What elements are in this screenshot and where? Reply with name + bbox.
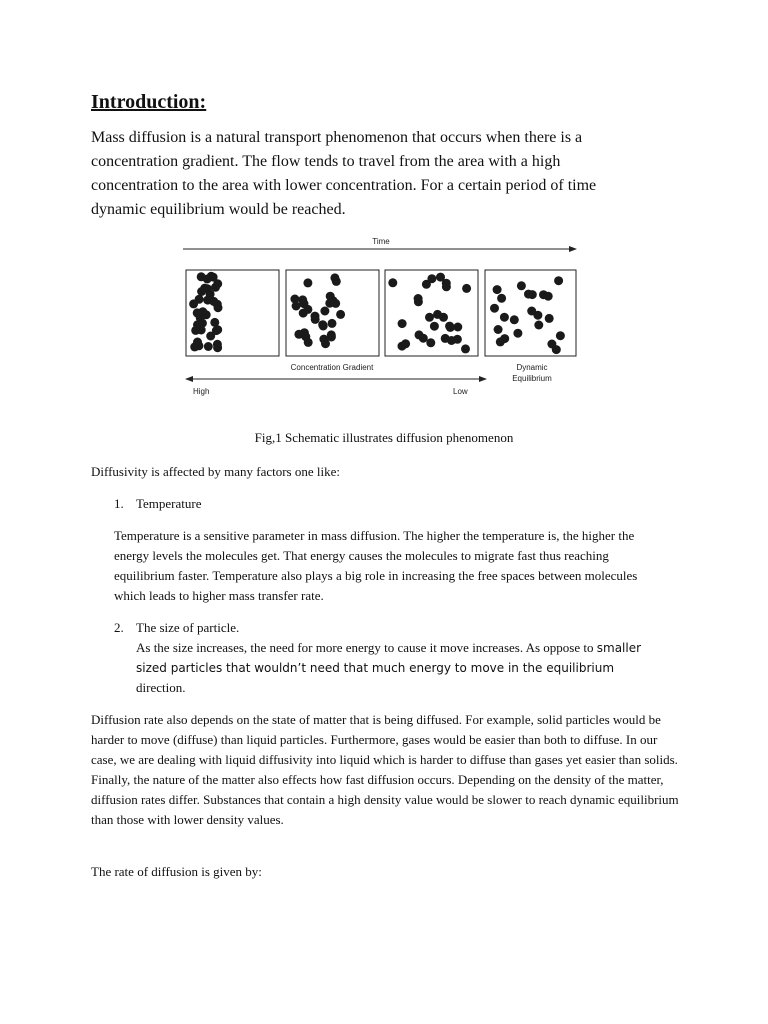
particle: [442, 282, 451, 291]
particle: [539, 290, 548, 299]
particle: [425, 313, 434, 322]
particle: [194, 341, 203, 350]
particle: [545, 314, 554, 323]
gradient-arrow-right-head: [479, 376, 487, 382]
low-label: Low: [453, 387, 468, 396]
particle: [496, 337, 505, 346]
particle: [497, 294, 506, 303]
particle: [203, 275, 212, 284]
particle: [517, 281, 526, 290]
equilibrium-label-line1: Dynamic: [516, 363, 548, 372]
particle-size-text-part2: smaller sized particles that wouldn’t need that much energy to move in the equilibrium: [136, 641, 642, 675]
particle: [299, 309, 308, 318]
particle: [446, 323, 455, 332]
temperature-description: Temperature is a sensitive parameter in mass diffusion. The higher the temperature is, the higher the energy levels the molecules get. That energy causes the molecules to migrate fast thus reaching equilibrium faster. Temperature also plays a big role in increasing the free spaces between molecules which leads to higher mass transfer rate.: [114, 528, 638, 603]
particle: [527, 307, 536, 316]
equilibrium-label-line2: Equilibrium: [512, 374, 552, 383]
particle: [427, 274, 436, 283]
list-item-number: 2.: [114, 620, 124, 635]
intro-paragraph: Mass diffusion is a natural transport phenomenon that occurs when there is a concentration gradient. The flow tends to travel from the area with a high concentration to the area with lower concentration. For a certain period of time dynamic equilibrium would be reached.: [91, 129, 597, 218]
particle: [294, 330, 303, 339]
list-item-number: 1.: [114, 496, 124, 511]
time-label: Time: [372, 237, 390, 246]
list-item-title: The size of particle.: [136, 620, 240, 635]
particle: [534, 321, 543, 330]
factors-intro: Diffusivity is affected by many factors one like:: [91, 464, 340, 479]
particle: [213, 343, 222, 352]
particle: [193, 308, 202, 317]
particle: [556, 331, 565, 340]
particle: [388, 278, 397, 287]
particle: [300, 299, 309, 308]
particle: [328, 319, 337, 328]
diffusion-schematic: [175, 228, 585, 400]
particle: [398, 319, 407, 328]
particle: [513, 329, 522, 338]
particle: [401, 339, 410, 348]
particle-size-text-part1: As the size increases, the need for more energy to cause it move increases. As oppose to: [136, 640, 597, 655]
particle: [493, 285, 502, 294]
time-arrow-head: [569, 246, 577, 252]
particle: [554, 276, 563, 285]
particle: [332, 277, 341, 286]
particle: [439, 313, 448, 322]
particle: [547, 340, 556, 349]
particle: [462, 284, 471, 293]
particle: [206, 332, 215, 341]
particle: [320, 307, 329, 316]
diffusion-figure: [175, 228, 585, 400]
particle: [189, 299, 198, 308]
state-of-matter-paragraph: Diffusion rate also depends on the state of matter that is being diffused. For example, solid particles would be harder to move (diffuse) than liquid particles. Furthermore, gases would be easier than both to diffuse. In our case, we are dealing with liquid diffusivity into liquid which is harder to diffuse than gases yet easier than solids. Finally, the nature of the matter also effects how fast diffusion occurs. Depending on the density of the matter, diffusion rates differ. Substances that contain a high density value would be slower to reach dynamic equilibrium than those with lower density values.: [91, 712, 679, 827]
particle-group: [189, 272, 565, 354]
particle: [528, 290, 537, 299]
section-heading: Introduction:: [91, 91, 207, 113]
particle: [419, 334, 428, 343]
particle: [331, 299, 340, 308]
particle-size-description: [136, 638, 666, 698]
high-label: High: [193, 387, 210, 396]
particle: [494, 325, 503, 334]
gradient-arrow-left-head: [185, 376, 193, 382]
particle: [304, 338, 313, 347]
particle-size-text-part3: direction.: [136, 680, 186, 695]
particle: [203, 284, 212, 293]
particle: [490, 304, 499, 313]
figure-caption: Fig,1 Schematic illustrates diffusion phenomenon: [254, 430, 514, 445]
rate-of-diffusion-line: The rate of diffusion is given by:: [91, 864, 262, 879]
particle: [426, 338, 435, 347]
particle: [203, 296, 212, 305]
particle: [311, 312, 320, 321]
list-item-title: Temperature: [136, 496, 202, 511]
gradient-label: Concentration Gradient: [290, 363, 374, 372]
particle: [210, 318, 219, 327]
particle: [430, 322, 439, 331]
particle: [326, 292, 335, 301]
particle: [213, 279, 222, 288]
particle: [441, 334, 450, 343]
particle: [303, 278, 312, 287]
particle: [193, 320, 202, 329]
particle: [500, 313, 509, 322]
particle: [461, 344, 470, 353]
particle: [292, 302, 301, 311]
particle: [327, 333, 336, 342]
particle: [336, 310, 345, 319]
particle: [414, 294, 423, 303]
particle: [319, 322, 328, 331]
particle: [204, 342, 213, 351]
particle: [510, 315, 519, 324]
